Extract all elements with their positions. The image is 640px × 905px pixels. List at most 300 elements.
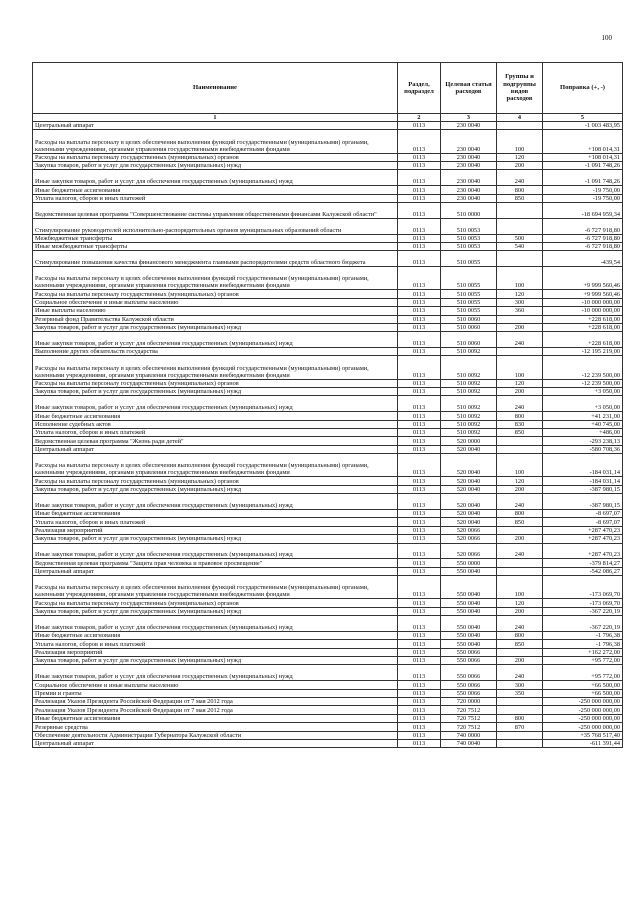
row-group: 200 [497,323,543,331]
row-article: 520 0040 [441,494,497,510]
row-amount: +228 618,00 [543,323,623,331]
row-group: 240 [497,543,543,559]
row-amount: -542 086,27 [543,567,623,575]
row-section: 0113 [398,315,441,323]
row-section: 0113 [398,616,441,632]
row-section: 0113 [398,323,441,331]
row-section: 0113 [398,307,441,315]
row-section: 0113 [398,599,441,607]
row-section: 0113 [398,412,441,420]
row-section: 0113 [398,723,441,731]
table-row [33,323,623,331]
table-row [33,576,623,599]
row-article: 510 0092 [441,429,497,437]
row-group: 200 [497,485,543,493]
budget-amendments-table [32,62,623,748]
row-name: Иные бюджетные ассигнования [33,412,398,420]
row-section: 0113 [398,379,441,387]
row-group: 100 [497,576,543,599]
row-section: 0113 [398,186,441,194]
row-name: Закупка товаров, работ и услуг для государственных (муниципальных) нужд [33,162,398,170]
row-name: Реализация Указов Президента Российской Федерации от 7 мая 2012 года [33,698,398,706]
row-group [497,648,543,656]
table-row [33,307,623,315]
row-group [497,202,543,218]
table-row [33,122,623,130]
row-name: Выполнение других обязательств государства [33,348,398,356]
row-name: Закупка товаров, работ и услуг для государственных (муниципальных) нужд [33,323,398,331]
row-amount: +108 014,31 [543,153,623,161]
header-amendment: Поправка (+, -) [543,63,623,114]
row-amount: -19 750,00 [543,194,623,202]
row-group: 300 [497,681,543,689]
table-row [33,526,623,534]
page-number: 100 [601,34,612,42]
row-name: Иные закупки товаров, работ и услуг для обеспечения государственных (муниципальных) нужд [33,494,398,510]
row-name: Ведомственная целевая программа "Совершенствование системы управления общественными финансами Калужской области" [33,202,398,218]
row-amount: -250 000 000,00 [543,714,623,722]
row-amount: +9 999 560,46 [543,267,623,290]
row-group: 800 [497,412,543,420]
row-section: 0113 [398,698,441,706]
row-group: 200 [497,607,543,615]
row-amount: -367 220,19 [543,616,623,632]
table-row [33,242,623,250]
row-section: 0113 [398,162,441,170]
row-section: 0113 [398,202,441,218]
row-article: 550 0000 [441,559,497,567]
row-article: 510 0060 [441,332,497,348]
row-article: 230 0040 [441,122,497,130]
row-group: 240 [497,494,543,510]
row-article: 510 0092 [441,388,497,396]
row-article: 520 0066 [441,526,497,534]
row-group: 100 [497,130,543,153]
row-section: 0113 [398,607,441,615]
row-amount: -184 031,14 [543,477,623,485]
row-article: 550 0040 [441,607,497,615]
row-article: 510 0055 [441,307,497,315]
row-group: 500 [497,234,543,242]
table-row [33,631,623,639]
row-group [497,526,543,534]
row-amount: +95 772,00 [543,665,623,681]
row-article: 510 0092 [441,412,497,420]
row-section: 0113 [398,518,441,526]
header-group: Группы и подгруппы видов расходов [497,63,543,114]
column-number: 3 [441,114,497,122]
row-name: Иные бюджетные ассигнования [33,186,398,194]
row-group: 100 [497,454,543,477]
row-article: 520 0000 [441,437,497,445]
row-name: Иные закупки товаров, работ и услуг для обеспечения государственных (муниципальных) нужд [33,665,398,681]
table-row [33,348,623,356]
table-row [33,648,623,656]
table-row [33,567,623,575]
row-group: 870 [497,723,543,731]
row-name: Межбюджетные трансферты [33,234,398,242]
row-section: 0113 [398,298,441,306]
row-article: 510 0055 [441,267,497,290]
table-row [33,290,623,298]
row-amount: +66 500,00 [543,689,623,697]
row-article: 520 0040 [441,509,497,517]
row-name: Обеспечение деятельности Администрации Губернатора Калужской области [33,731,398,739]
row-name: Стимулирование руководителей исполнительно-распорядительных органов муниципальных образований области [33,218,398,234]
row-article: 510 0053 [441,234,497,242]
table-row [33,454,623,477]
table-row [33,723,623,731]
row-group [497,218,543,234]
row-name: Иные закупки товаров, работ и услуг для обеспечения государственных (муниципальных) нужд [33,170,398,186]
row-amount: -379 814,27 [543,559,623,567]
row-amount: -184 031,14 [543,454,623,477]
row-group [497,251,543,267]
row-group: 360 [497,307,543,315]
row-section: 0113 [398,437,441,445]
row-article: 510 0055 [441,298,497,306]
table-row [33,298,623,306]
row-article: 550 0066 [441,648,497,656]
row-name: Закупка товаров, работ и услуг для государственных (муниципальных) нужд [33,485,398,493]
row-section: 0113 [398,388,441,396]
row-article: 510 0092 [441,348,497,356]
row-name: Социальное обеспечение и иные выплаты населению [33,681,398,689]
table-row [33,485,623,493]
row-article: 520 0040 [441,445,497,453]
row-amount: -580 708,36 [543,445,623,453]
row-article: 520 0040 [441,454,497,477]
row-article: 520 0040 [441,518,497,526]
row-article: 550 0040 [441,616,497,632]
table-row [33,714,623,722]
row-article: 550 0040 [441,576,497,599]
row-group: 240 [497,170,543,186]
row-group: 830 [497,420,543,428]
row-amount: +162 272,00 [543,648,623,656]
row-section: 0113 [398,543,441,559]
row-name: Расходы на выплаты персоналу государственных (муниципальных) органов [33,153,398,161]
row-name: Уплата налогов, сборов и иных платежей [33,518,398,526]
row-amount: -250 000 000,00 [543,723,623,731]
table-row [33,234,623,242]
row-article: 230 0040 [441,130,497,153]
row-group: 120 [497,153,543,161]
table-row [33,153,623,161]
row-amount: -8 697,07 [543,518,623,526]
row-group: 300 [497,298,543,306]
row-article: 550 0066 [441,657,497,665]
row-article: 510 0000 [441,202,497,218]
row-article: 740 0040 [441,739,497,747]
row-amount: -6 727 918,80 [543,242,623,250]
row-section: 0113 [398,194,441,202]
row-group: 240 [497,396,543,412]
row-section: 0113 [398,567,441,575]
row-amount: -1 796,38 [543,640,623,648]
row-section: 0113 [398,445,441,453]
table-row [33,412,623,420]
row-article: 550 0040 [441,631,497,639]
row-name: Закупка товаров, работ и услуг для государственных (муниципальных) нужд [33,607,398,615]
table-row [33,706,623,714]
row-amount: +3 050,00 [543,396,623,412]
row-amount: +40 745,00 [543,420,623,428]
row-article: 510 0092 [441,396,497,412]
column-number: 4 [497,114,543,122]
table-row [33,509,623,517]
row-article: 720 7512 [441,714,497,722]
row-name: Центральный аппарат [33,445,398,453]
table-row [33,640,623,648]
column-number: 2 [398,114,441,122]
row-section: 0113 [398,665,441,681]
row-name: Иные закупки товаров, работ и услуг для обеспечения государственных (муниципальных) нужд [33,396,398,412]
row-section: 0113 [398,657,441,665]
row-article: 720 7512 [441,723,497,731]
table-row [33,315,623,323]
row-group: 120 [497,290,543,298]
row-name: Расходы на выплаты персоналу в целях обеспечения выполнения функций государственными (муниципальными) органами, казенными учреждениями, органами управления государственными внебюджетными фондами [33,576,398,599]
row-article: 520 0066 [441,535,497,543]
row-amount: +66 500,00 [543,681,623,689]
row-article: 230 0040 [441,170,497,186]
row-article: 550 0040 [441,640,497,648]
row-section: 0113 [398,420,441,428]
table-header-row [33,63,623,114]
table-row [33,445,623,453]
row-group: 850 [497,429,543,437]
row-name: Уплата налогов, сборов и иных платежей [33,640,398,648]
table-row [33,379,623,387]
row-name: Иные бюджетные ассигнования [33,714,398,722]
row-section: 0113 [398,648,441,656]
row-group: 240 [497,332,543,348]
row-article: 230 0040 [441,186,497,194]
row-group: 350 [497,689,543,697]
table-row [33,559,623,567]
row-name: Расходы на выплаты персоналу государственных (муниципальных) органов [33,379,398,387]
table-row [33,162,623,170]
row-group: 540 [497,242,543,250]
row-section: 0113 [398,494,441,510]
row-amount: -12 239 500,00 [543,356,623,379]
row-name: Премии и гранты [33,689,398,697]
row-amount: -173 069,70 [543,576,623,599]
row-article: 510 0092 [441,379,497,387]
row-group: 120 [497,379,543,387]
table-row [33,607,623,615]
table-row [33,698,623,706]
row-name: Расходы на выплаты персоналу государственных (муниципальных) органов [33,290,398,298]
row-amount: -10 000 000,00 [543,298,623,306]
row-amount: +3 050,00 [543,388,623,396]
row-name: Социальное обеспечение и иные выплаты населению [33,298,398,306]
row-section: 0113 [398,485,441,493]
header-article: Целевая статья расходов [441,63,497,114]
row-group: 850 [497,640,543,648]
header-name: Наименование [33,63,398,114]
row-section: 0113 [398,714,441,722]
row-article: 720 7512 [441,706,497,714]
row-group [497,348,543,356]
table-row [33,186,623,194]
row-name: Уплата налогов, сборов и иных платежей [33,429,398,437]
row-section: 0113 [398,122,441,130]
row-group [497,559,543,567]
row-section: 0113 [398,218,441,234]
row-group: 200 [497,535,543,543]
row-group [497,739,543,747]
row-section: 0113 [398,234,441,242]
row-group: 200 [497,657,543,665]
table-row [33,420,623,428]
row-section: 0113 [398,731,441,739]
row-name: Исполнение судебных актов [33,420,398,428]
header-section: Раздел, подраздел [398,63,441,114]
row-group [497,706,543,714]
row-section: 0113 [398,267,441,290]
row-amount: -19 750,00 [543,186,623,194]
row-name: Закупка товаров, работ и услуг для государственных (муниципальных) нужд [33,388,398,396]
row-article: 550 0066 [441,681,497,689]
row-section: 0113 [398,396,441,412]
row-group [497,437,543,445]
table-row [33,251,623,267]
row-amount: -387 980,15 [543,494,623,510]
row-amount: +41 231,00 [543,412,623,420]
row-amount: -12 195 219,00 [543,348,623,356]
row-amount: -173 069,70 [543,599,623,607]
row-name: Иные закупки товаров, работ и услуг для обеспечения государственных (муниципальных) нужд [33,616,398,632]
row-amount: -387 980,15 [543,485,623,493]
row-article: 550 0040 [441,599,497,607]
column-numbers-row [33,114,623,122]
row-name: Резервные средства [33,723,398,731]
row-amount: -12 239 500,00 [543,379,623,387]
table-row [33,657,623,665]
row-group: 120 [497,599,543,607]
row-amount: +287 470,23 [543,526,623,534]
row-name: Центральный аппарат [33,122,398,130]
row-amount: +228 618,00 [543,332,623,348]
row-article: 510 0053 [441,218,497,234]
row-section: 0113 [398,535,441,543]
row-section: 0113 [398,454,441,477]
column-number: 1 [33,114,398,122]
table-row [33,616,623,632]
row-article: 740 0000 [441,731,497,739]
row-name: Иные закупки товаров, работ и услуг для обеспечения государственных (муниципальных) нужд [33,543,398,559]
row-group [497,567,543,575]
table-row [33,194,623,202]
row-group: 850 [497,194,543,202]
row-name: Расходы на выплаты персоналу государственных (муниципальных) органов [33,477,398,485]
row-section: 0113 [398,332,441,348]
row-group [497,731,543,739]
row-section: 0113 [398,251,441,267]
row-group: 240 [497,616,543,632]
row-name: Иные межбюджетные трансферты [33,242,398,250]
row-group: 120 [497,477,543,485]
table-row [33,356,623,379]
row-name: Закупка товаров, работ и услуг для государственных (муниципальных) нужд [33,657,398,665]
row-name: Иные закупки товаров, работ и услуг для обеспечения государственных (муниципальных) нужд [33,332,398,348]
row-section: 0113 [398,640,441,648]
row-name: Стимулирование повышения качества финансового менеджмента главными распорядителями средств областного бюджета [33,251,398,267]
row-name: Иные бюджетные ассигнования [33,631,398,639]
row-group: 850 [497,518,543,526]
row-group: 800 [497,509,543,517]
row-article: 510 0060 [441,323,497,331]
row-section: 0113 [398,689,441,697]
row-amount: +108 014,31 [543,130,623,153]
column-number: 5 [543,114,623,122]
row-name: Иные выплаты населению [33,307,398,315]
table-row [33,388,623,396]
table-row [33,681,623,689]
table-row [33,518,623,526]
row-name: Ведомственная целевая программа "Защита прав человека и правовое просвещение" [33,559,398,567]
row-amount: +35 768 517,40 [543,731,623,739]
table-row [33,130,623,153]
row-section: 0113 [398,706,441,714]
row-amount: -1 796,38 [543,631,623,639]
row-article: 510 0092 [441,356,497,379]
row-amount: -250 000 000,00 [543,706,623,714]
row-section: 0113 [398,526,441,534]
row-article: 230 0040 [441,153,497,161]
row-article: 520 0066 [441,543,497,559]
table-row [33,202,623,218]
row-name: Расходы на выплаты персоналу в целях обеспечения выполнения функций государственными (муниципальными) органами, казенными учреждениями, органами управления государственными внебюджетными фондами [33,267,398,290]
table-row [33,689,623,697]
row-section: 0113 [398,429,441,437]
row-section: 0113 [398,356,441,379]
row-section: 0113 [398,509,441,517]
row-amount: +228 618,00 [543,315,623,323]
row-group [497,698,543,706]
row-name: Центральный аппарат [33,567,398,575]
row-name: Расходы на выплаты персоналу в целях обеспечения выполнения функций государственными (муниципальными) органами, казенными учреждениями, органами управления государственными внебюджетными фондами [33,454,398,477]
table-row [33,429,623,437]
row-name: Реализация мероприятий [33,648,398,656]
row-article: 550 0066 [441,665,497,681]
row-group: 800 [497,714,543,722]
row-amount: -10 000 000,00 [543,307,623,315]
row-section: 0113 [398,242,441,250]
row-article: 550 0066 [441,689,497,697]
row-article: 510 0060 [441,315,497,323]
row-section: 0113 [398,681,441,689]
row-article: 510 0092 [441,420,497,428]
table-row [33,731,623,739]
row-amount: -6 727 918,80 [543,218,623,234]
row-name: Уплата налогов, сборов и иных платежей [33,194,398,202]
row-article: 520 0040 [441,477,497,485]
table-row [33,170,623,186]
row-amount: +95 772,00 [543,657,623,665]
row-section: 0113 [398,153,441,161]
row-section: 0113 [398,576,441,599]
row-article: 520 0040 [441,485,497,493]
table-row [33,535,623,543]
row-amount: +486,00 [543,429,623,437]
row-group: 100 [497,356,543,379]
table-row [33,599,623,607]
row-amount: -293 238,13 [543,437,623,445]
row-amount: -8 697,07 [543,509,623,517]
